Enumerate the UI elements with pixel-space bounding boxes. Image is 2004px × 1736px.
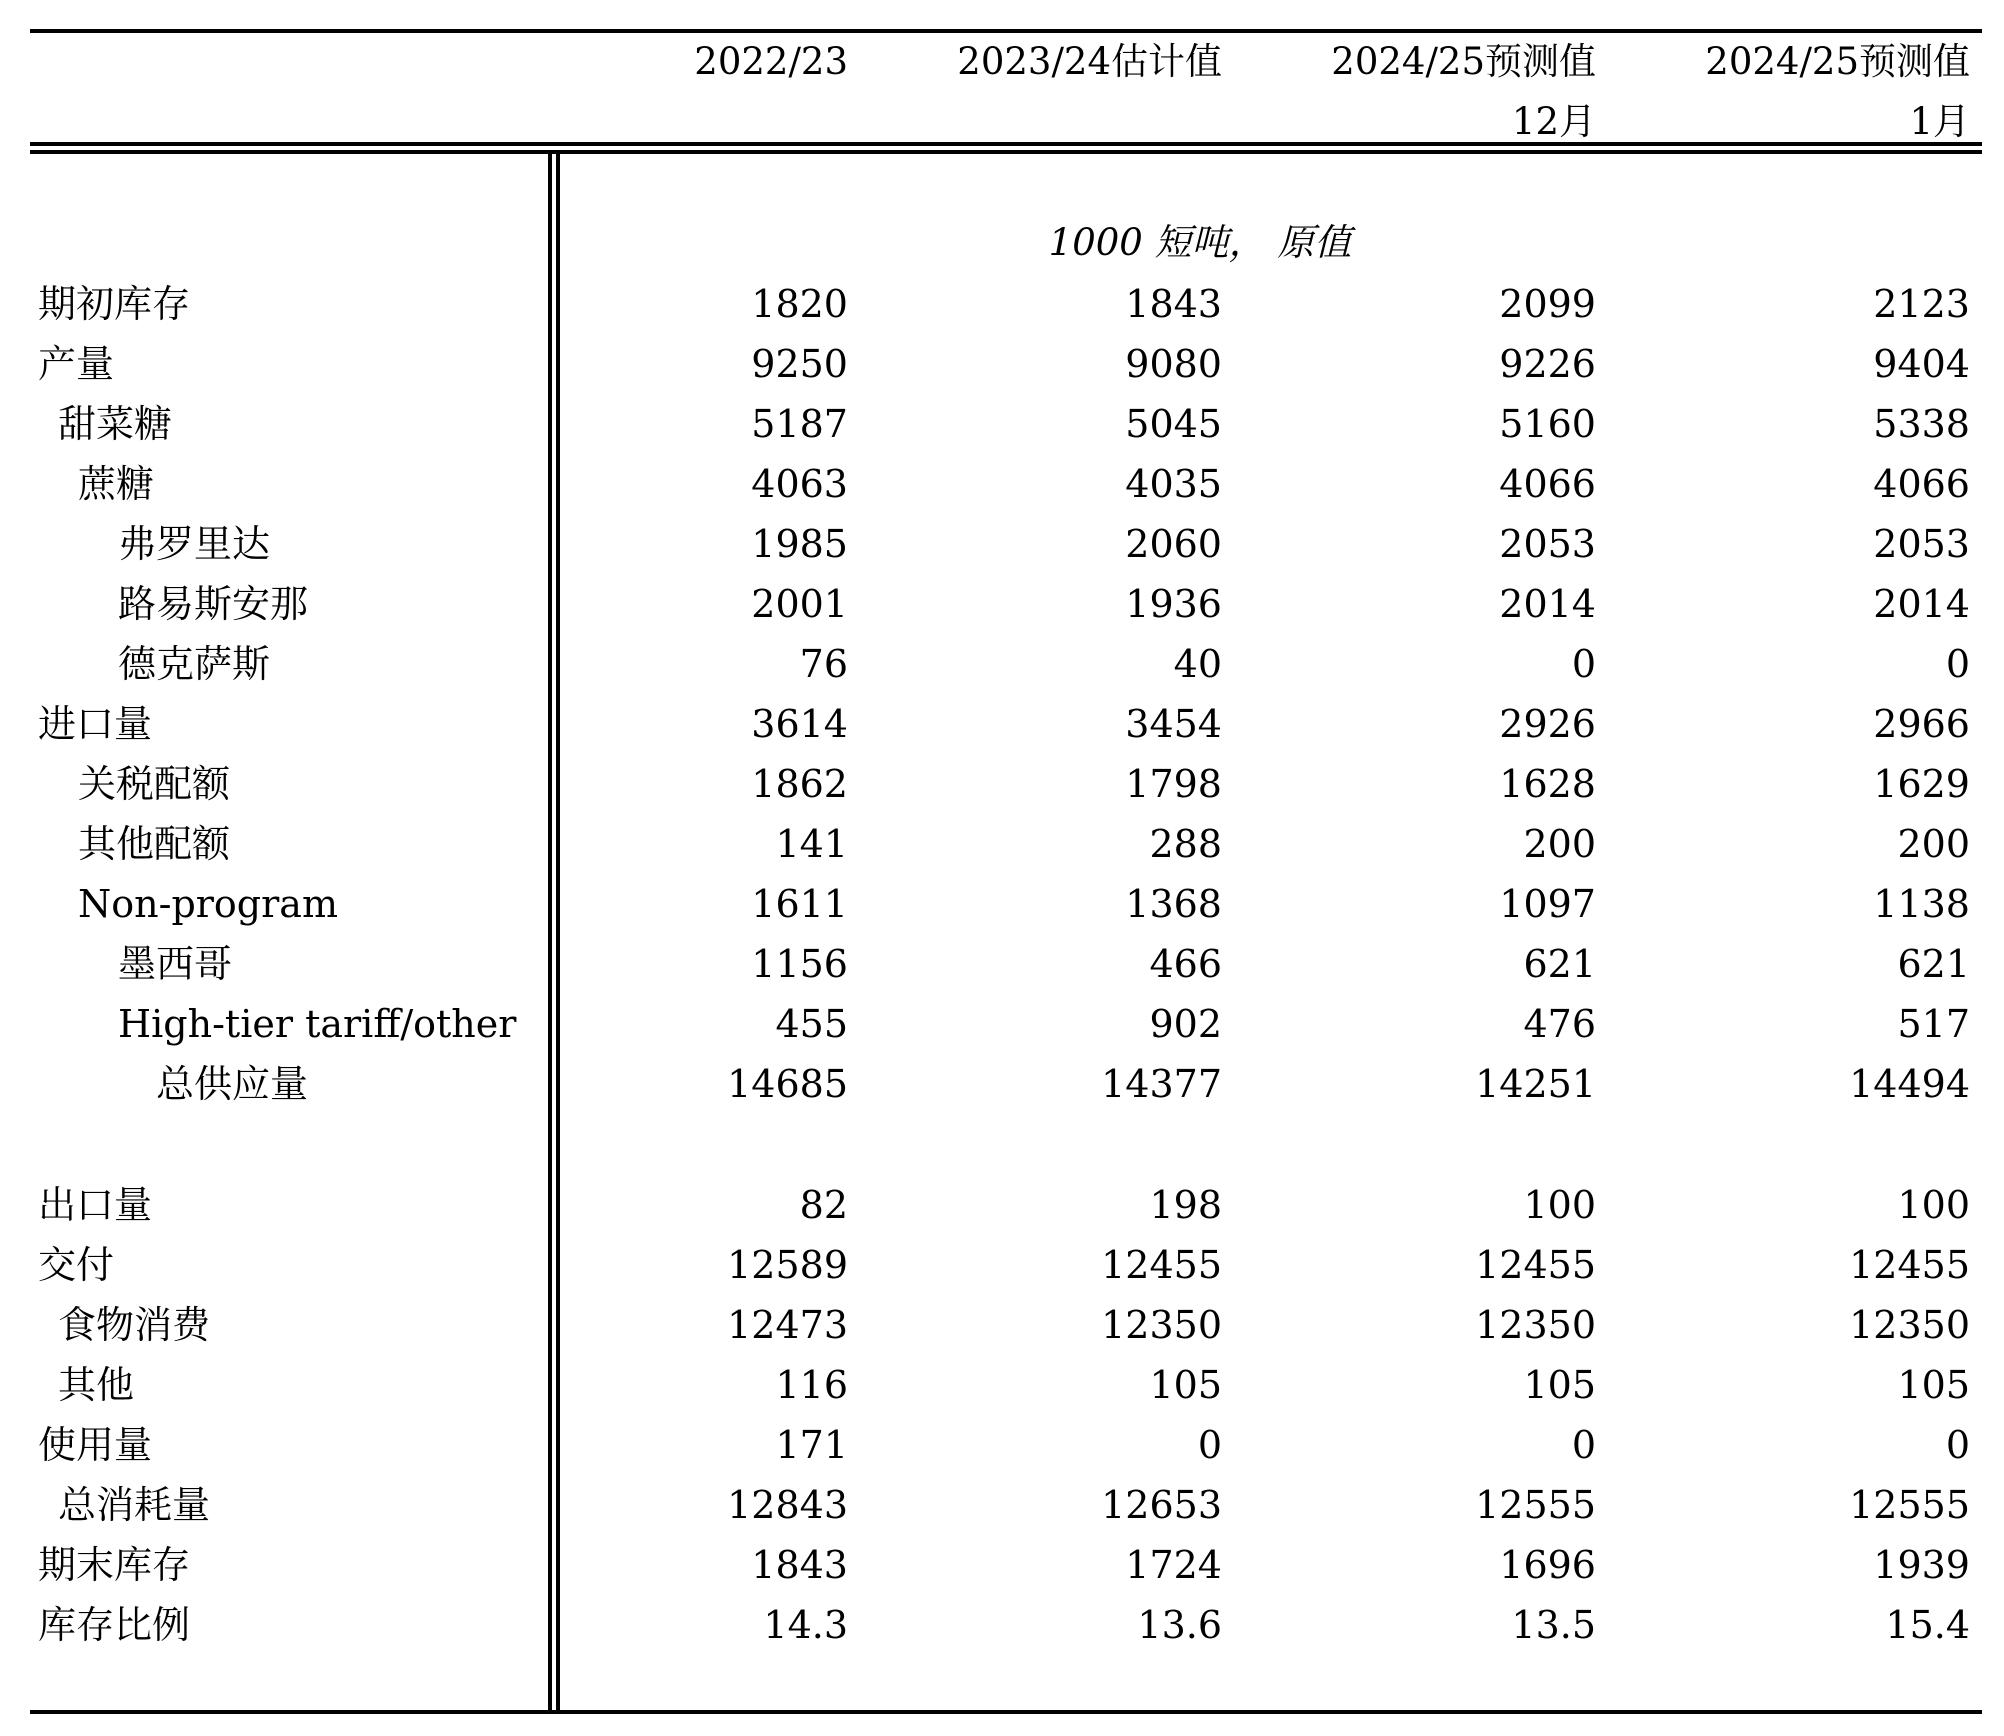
cell-value: 5338 xyxy=(1873,402,1970,446)
cell-value: 1156 xyxy=(751,942,848,986)
cell-value: 0 xyxy=(1945,1423,1970,1467)
cell-value: 455 xyxy=(775,1002,848,1046)
cell-value: 12455 xyxy=(1475,1243,1596,1287)
cell-value: 476 xyxy=(1523,1002,1596,1046)
cell-value: 12350 xyxy=(1849,1303,1970,1347)
table-row xyxy=(0,274,2004,334)
table-row xyxy=(0,934,2004,994)
table-row xyxy=(0,514,2004,574)
cell-value: 1820 xyxy=(751,282,848,326)
table-row xyxy=(0,1355,2004,1415)
cell-value: 1138 xyxy=(1873,882,1970,926)
table-row xyxy=(0,754,2004,814)
cell-value: 12653 xyxy=(1101,1483,1222,1527)
cell-value: 5187 xyxy=(751,402,848,446)
row-label: 德克萨斯 xyxy=(118,642,271,686)
table-row xyxy=(0,1595,2004,1655)
table-row xyxy=(0,1415,2004,1475)
cell-value: 14251 xyxy=(1475,1062,1596,1106)
cell-value: 3614 xyxy=(751,702,848,746)
cell-value: 288 xyxy=(1149,822,1222,866)
table-row xyxy=(0,814,2004,874)
header-col-2023-24: 2023/24估计值 xyxy=(957,40,1222,83)
table-row xyxy=(0,394,2004,454)
cell-value: 171 xyxy=(775,1423,848,1467)
cell-value: 13.5 xyxy=(1511,1603,1596,1647)
row-label: 蔗糖 xyxy=(78,462,155,506)
cell-value: 2123 xyxy=(1873,282,1970,326)
table-row xyxy=(0,874,2004,934)
cell-value: 1097 xyxy=(1499,882,1596,926)
row-label: 使用量 xyxy=(38,1423,153,1467)
cell-value: 12350 xyxy=(1475,1303,1596,1347)
cell-value: 12473 xyxy=(727,1303,848,1347)
cell-value: 1696 xyxy=(1499,1543,1596,1587)
table-row xyxy=(0,454,2004,514)
cell-value: 1629 xyxy=(1873,762,1970,806)
cell-value: 2099 xyxy=(1499,282,1596,326)
cell-value: 200 xyxy=(1523,822,1596,866)
cell-value: 14685 xyxy=(727,1062,848,1106)
header-col-2022-23: 2022/23 xyxy=(694,40,848,83)
cell-value: 2053 xyxy=(1499,522,1596,566)
bottom-rule xyxy=(30,1710,1982,1714)
table-row xyxy=(0,994,2004,1054)
cell-value: 4066 xyxy=(1873,462,1970,506)
cell-value: 5160 xyxy=(1499,402,1596,446)
cell-value: 621 xyxy=(1523,942,1596,986)
cell-value: 1843 xyxy=(751,1543,848,1587)
cell-value: 5045 xyxy=(1125,402,1222,446)
row-label: 食物消费 xyxy=(58,1303,211,1347)
cell-value: 0 xyxy=(1571,642,1596,686)
cell-value: 141 xyxy=(775,822,848,866)
row-label: 交付 xyxy=(38,1243,115,1287)
cell-value: 200 xyxy=(1897,822,1970,866)
header-col-2024-25-jan-month: 1月 xyxy=(1909,100,1970,143)
row-label: 其他 xyxy=(58,1363,135,1407)
cell-value: 1843 xyxy=(1125,282,1222,326)
row-label: 总供应量 xyxy=(156,1062,309,1106)
cell-value: 2014 xyxy=(1873,582,1970,626)
cell-value: 2001 xyxy=(751,582,848,626)
cell-value: 1628 xyxy=(1499,762,1596,806)
cell-value: 1368 xyxy=(1125,882,1222,926)
cell-value: 198 xyxy=(1149,1183,1222,1227)
cell-value: 1985 xyxy=(751,522,848,566)
row-label: 路易斯安那 xyxy=(118,582,309,626)
cell-value: 2926 xyxy=(1499,702,1596,746)
table-row xyxy=(0,1054,2004,1114)
cell-value: 621 xyxy=(1897,942,1970,986)
cell-value: 1611 xyxy=(751,882,848,926)
table-row xyxy=(0,334,2004,394)
cell-value: 82 xyxy=(799,1183,848,1227)
cell-value: 1939 xyxy=(1873,1543,1970,1587)
cell-value: 9080 xyxy=(1125,342,1222,386)
row-label: 甜菜糖 xyxy=(58,402,173,446)
cell-value: 1724 xyxy=(1125,1543,1222,1587)
cell-value: 15.4 xyxy=(1885,1603,1970,1647)
cell-value: 14494 xyxy=(1849,1062,1970,1106)
cell-value: 105 xyxy=(1523,1363,1596,1407)
row-label: 其他配额 xyxy=(78,822,231,866)
cell-value: 2966 xyxy=(1873,702,1970,746)
cell-value: 9226 xyxy=(1499,342,1596,386)
row-label: 总消耗量 xyxy=(58,1483,211,1527)
cell-value: 0 xyxy=(1945,642,1970,686)
table-row xyxy=(0,634,2004,694)
cell-value: 12455 xyxy=(1101,1243,1222,1287)
row-label: 期末库存 xyxy=(38,1543,191,1587)
cell-value: 105 xyxy=(1897,1363,1970,1407)
header-col-2024-25-jan: 2024/25预测值 xyxy=(1705,40,1970,83)
cell-value: 100 xyxy=(1897,1183,1970,1227)
cell-value: 466 xyxy=(1149,942,1222,986)
cell-value: 14377 xyxy=(1101,1062,1222,1106)
row-label: 进口量 xyxy=(38,702,153,746)
table-row xyxy=(0,1535,2004,1595)
table-row xyxy=(0,574,2004,634)
cell-value: 105 xyxy=(1149,1363,1222,1407)
cell-value: 76 xyxy=(799,642,848,686)
cell-value: 12589 xyxy=(727,1243,848,1287)
row-label: 期初库存 xyxy=(38,282,191,326)
cell-value: 12555 xyxy=(1849,1483,1970,1527)
cell-value: 2060 xyxy=(1125,522,1222,566)
table-row xyxy=(0,1295,2004,1355)
row-label: 墨西哥 xyxy=(118,942,233,986)
row-label: 出口量 xyxy=(38,1183,153,1227)
cell-value: 12843 xyxy=(727,1483,848,1527)
cell-value: 902 xyxy=(1149,1002,1222,1046)
cell-value: 13.6 xyxy=(1137,1603,1222,1647)
cell-value: 9250 xyxy=(751,342,848,386)
cell-value: 3454 xyxy=(1125,702,1222,746)
cell-value: 0 xyxy=(1571,1423,1596,1467)
cell-value: 517 xyxy=(1897,1002,1970,1046)
cell-value: 12455 xyxy=(1849,1243,1970,1287)
table-row xyxy=(0,1475,2004,1535)
header-col-2024-25-dec: 2024/25预测值 xyxy=(1331,40,1596,83)
cell-value: 2014 xyxy=(1499,582,1596,626)
row-label: Non-program xyxy=(78,882,338,926)
row-label: 关税配额 xyxy=(78,762,231,806)
cell-value: 1798 xyxy=(1125,762,1222,806)
cell-value: 100 xyxy=(1523,1183,1596,1227)
cell-value: 4066 xyxy=(1499,462,1596,506)
unit-label: 1000 短吨， 原值 xyxy=(1048,221,1352,264)
row-label: 弗罗里达 xyxy=(118,522,271,566)
row-label: High-tier tariff/other xyxy=(118,1002,517,1046)
cell-value: 12350 xyxy=(1101,1303,1222,1347)
cell-value: 2053 xyxy=(1873,522,1970,566)
table-row xyxy=(0,694,2004,754)
cell-value: 14.3 xyxy=(763,1603,848,1647)
cell-value: 4035 xyxy=(1125,462,1222,506)
cell-value: 116 xyxy=(775,1363,848,1407)
cell-value: 9404 xyxy=(1873,342,1970,386)
cell-value: 0 xyxy=(1197,1423,1222,1467)
cell-value: 1862 xyxy=(751,762,848,806)
table-row xyxy=(0,1235,2004,1295)
cell-value: 40 xyxy=(1173,642,1222,686)
cell-value: 1936 xyxy=(1125,582,1222,626)
row-label: 产量 xyxy=(38,342,115,386)
cell-value: 12555 xyxy=(1475,1483,1596,1527)
header-col-2024-25-dec-month: 12月 xyxy=(1511,100,1596,143)
row-label: 库存比例 xyxy=(38,1603,191,1647)
table-row xyxy=(0,1175,2004,1235)
cell-value: 4063 xyxy=(751,462,848,506)
